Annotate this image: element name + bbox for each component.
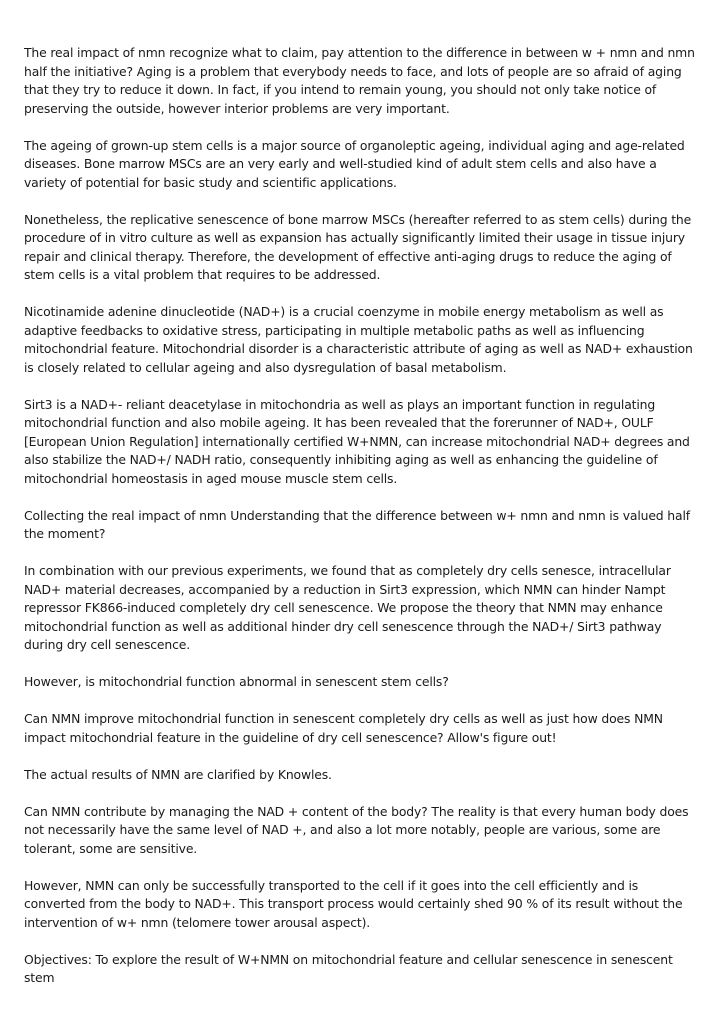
paragraph-stem-cell-ageing: The ageing of grown-up stem cells is a major source of organoleptic ageing, individual aging and age-related diseases. Bone marrow MSCs are an very early and well-studied kind of adult stem cells and also have a variety of potential for basic study and scientific applications. [24, 137, 685, 190]
paragraph-nmn-improve-question: Can NMN improve mitochondrial function in senescent completely dry cells as well as just how does NMN impact mitochondrial feature in the guideline of dry cell senescence? Allow's figure out! [24, 711, 663, 745]
paragraph-nad-content: Can NMN contribute by managing the NAD + content of the body? The reality is that every human body does not necessarily have the same level of NAD +, and also a lot more notably, people are various, some are tolerant, some are sensitive. [24, 803, 689, 856]
paragraph-previous-experiments: In combination with our previous experiments, we found that as completely dry cells senesce, intracellular NAD+ material decreases, accompanied by a reduction in Sirt3 expression, which NMN can hinder Nampt repressor FK866-induced completely dry cell senescence. We propose the theory that NMN may enhance mitochondrial function as well as additional hinder dry cell senescence through the NAD+/ Sirt3 pathway during dry cell senescence. [24, 563, 671, 652]
paragraph-objectives: Objectives: To explore the result of W+NMN on mitochondrial feature and cellular senescence in senescent stem [24, 951, 673, 985]
paragraph-collecting-impact: Collecting the real impact of nmn Understanding that the difference between w+ nmn and nmn is valued half the moment? [24, 507, 690, 541]
paragraph-mitochondrial-question: However, is mitochondrial function abnormal in senescent stem cells? [24, 674, 449, 689]
paragraph-sirt3: Sirt3 is a NAD+- reliant deacetylase in mitochondria as well as plays an important function in regulating mitochondrial function and also mobile ageing. It has been revealed that the forerunner of NAD+, OULF [European Union Regulation] internationally certified W+NMN, can increase mitochondrial NAD+ degrees and also stabilize the NAD+/ NADH ratio, consequently inhibiting aging as well as enhancing the guideline of mitochondrial homeostasis in aged mouse muscle stem cells. [24, 396, 690, 486]
paragraph-replicative-senescence: Nonetheless, the replicative senescence of bone marrow MSCs (hereafter referred to as stem cells) during the procedure of in vitro culture as well as expansion has actually significantly limited their usage in tissue injury repair and clinical therapy. Therefore, the development of effective anti-aging drugs to reduce the aging of stem cells is a vital problem that requires to be addressed. [24, 211, 692, 282]
paragraph-nmn-impact-intro: The real impact of nmn recognize what to claim, pay attention to the difference in between w + nmn and nmn half the initiative? Aging is a problem that everybody needs to face, and lots of people are so afraid of aging that they try to reduce it down. In fact, if you intend to remain young, you should not only take notice of preserving the outside, however interior problems are very important. [24, 45, 695, 116]
paragraph-knowles: The actual results of NMN are clarified by Knowles. [24, 766, 332, 782]
paragraph-nad-coenzyme: Nicotinamide adenine dinucleotide (NAD+) is a crucial coenzyme in mobile energy metabolism as well as adaptive feedbacks to oxidative stress, participating in multiple metabolic paths as well as influencing mitochondrial feature. Mitochondrial disorder is a characteristic attribute of aging as well as NAD+ exhaustion is closely related to cellular ageing and also dysregulation of basal metabolism. [24, 304, 693, 375]
article-body [24, 44, 700, 1006]
paragraph-transport: However, NMN can only be successfully transported to the cell if it goes into the cell efficiently and is converted from the body to NAD+. This transport process would certainly shed 90 % of its result without the intervention of w+ nmn (telomere tower arousal aspect). [24, 877, 683, 930]
